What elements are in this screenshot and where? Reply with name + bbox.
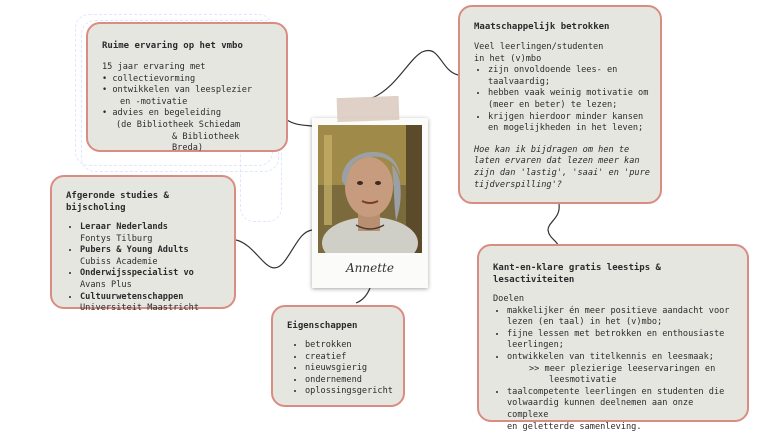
connector-eigenschappen — [356, 288, 370, 303]
card-intro: in het (v)mbo — [474, 53, 542, 64]
list-item: en -motivatie — [120, 96, 188, 107]
list-item: • ondernemend — [305, 375, 393, 387]
list-item: • creatief — [305, 352, 393, 364]
list-item: • nieuwsgierig — [305, 363, 393, 375]
list-item: • advies en begeleiding — [102, 108, 222, 119]
card-maatschappelijk — [458, 5, 662, 204]
card-intro: 15 jaar ervaring met — [102, 62, 206, 72]
list-item: • Cultuurwetenschappen Universiteit Maastricht — [80, 292, 224, 315]
connector-vmbo — [287, 120, 312, 126]
list-item: • krijgen hierdoor minder kansen en mogelijkheden in het leven; — [488, 112, 652, 135]
card-title: Ruime ervaring op het vmbo — [102, 41, 243, 51]
connector-leestips — [548, 204, 559, 245]
list-item: • taalcompetente leerlingen en studenten die volwaardig kunnen deelnemen aan onze complexe en geletterde samenleving. — [507, 387, 739, 433]
card-vmbo-ervaring — [86, 22, 288, 152]
connector-maatschappelijk — [372, 50, 458, 98]
card-eigenschappen — [271, 305, 405, 407]
card-title: Afgeronde studies & bijscholing — [66, 191, 169, 213]
card-intro: Veel leerlingen/studenten — [474, 42, 604, 52]
signature: Annette — [346, 261, 394, 275]
list-item: • collectievorming — [102, 73, 196, 84]
list-item: • ontwikkelen van leesplezier — [102, 85, 253, 96]
list-item: • fijne lessen met betrokken en enthousiaste leerlingen; — [507, 329, 739, 352]
card-studies — [50, 175, 236, 314]
card-leestips — [477, 244, 749, 432]
card-title: Kant-en-klare gratis leestips & lesactiviteiten — [493, 263, 661, 285]
tape-strip — [337, 96, 400, 122]
list-item: • ontwikkelen van titelkennis en leesmaak; >> meer plezierige leeservaringen en leesmotivatie — [507, 352, 739, 387]
card-title: Eigenschappen — [287, 321, 358, 331]
list-item: • betrokken — [305, 340, 393, 352]
connector-studies — [236, 230, 312, 268]
sub-item: >> meer plezierige leeservaringen en leesmotivatie — [529, 363, 716, 386]
list-item: • makkelijker én meer positieve aandacht voor lezen (en taal) in het (v)mbo; — [507, 306, 739, 329]
polaroid-photo — [312, 118, 428, 288]
card-title: Maatschappelijk betrokken — [474, 22, 610, 32]
portrait-photo — [318, 125, 422, 253]
list-item: • oplossingsgericht — [305, 386, 393, 398]
list-item: (de Bibliotheek Schiedam — [116, 119, 241, 130]
list-item: • Onderwijsspecialist vo Avans Plus — [80, 268, 224, 291]
list-item: • Leraar Nederlands Fontys Tilburg — [80, 222, 224, 245]
list-item: • zijn onvoldoende lees- en taalvaardig; — [488, 65, 652, 88]
list-item: & Bibliotheek Breda) — [172, 131, 240, 154]
list-item: • Pubers & Young Adults Cubiss Academie — [80, 245, 224, 268]
list-item: • hebben vaak weinig motivatie om (meer en beter) te lezen; — [488, 88, 652, 111]
card-question: Hoe kan ik bijdragen om hen te laten ervaren dat lezen meer kan zijn dan 'lastig', 'saai' en 'pure tijdverspilling'? — [474, 144, 650, 190]
card-subtitle: Doelen — [493, 294, 525, 304]
